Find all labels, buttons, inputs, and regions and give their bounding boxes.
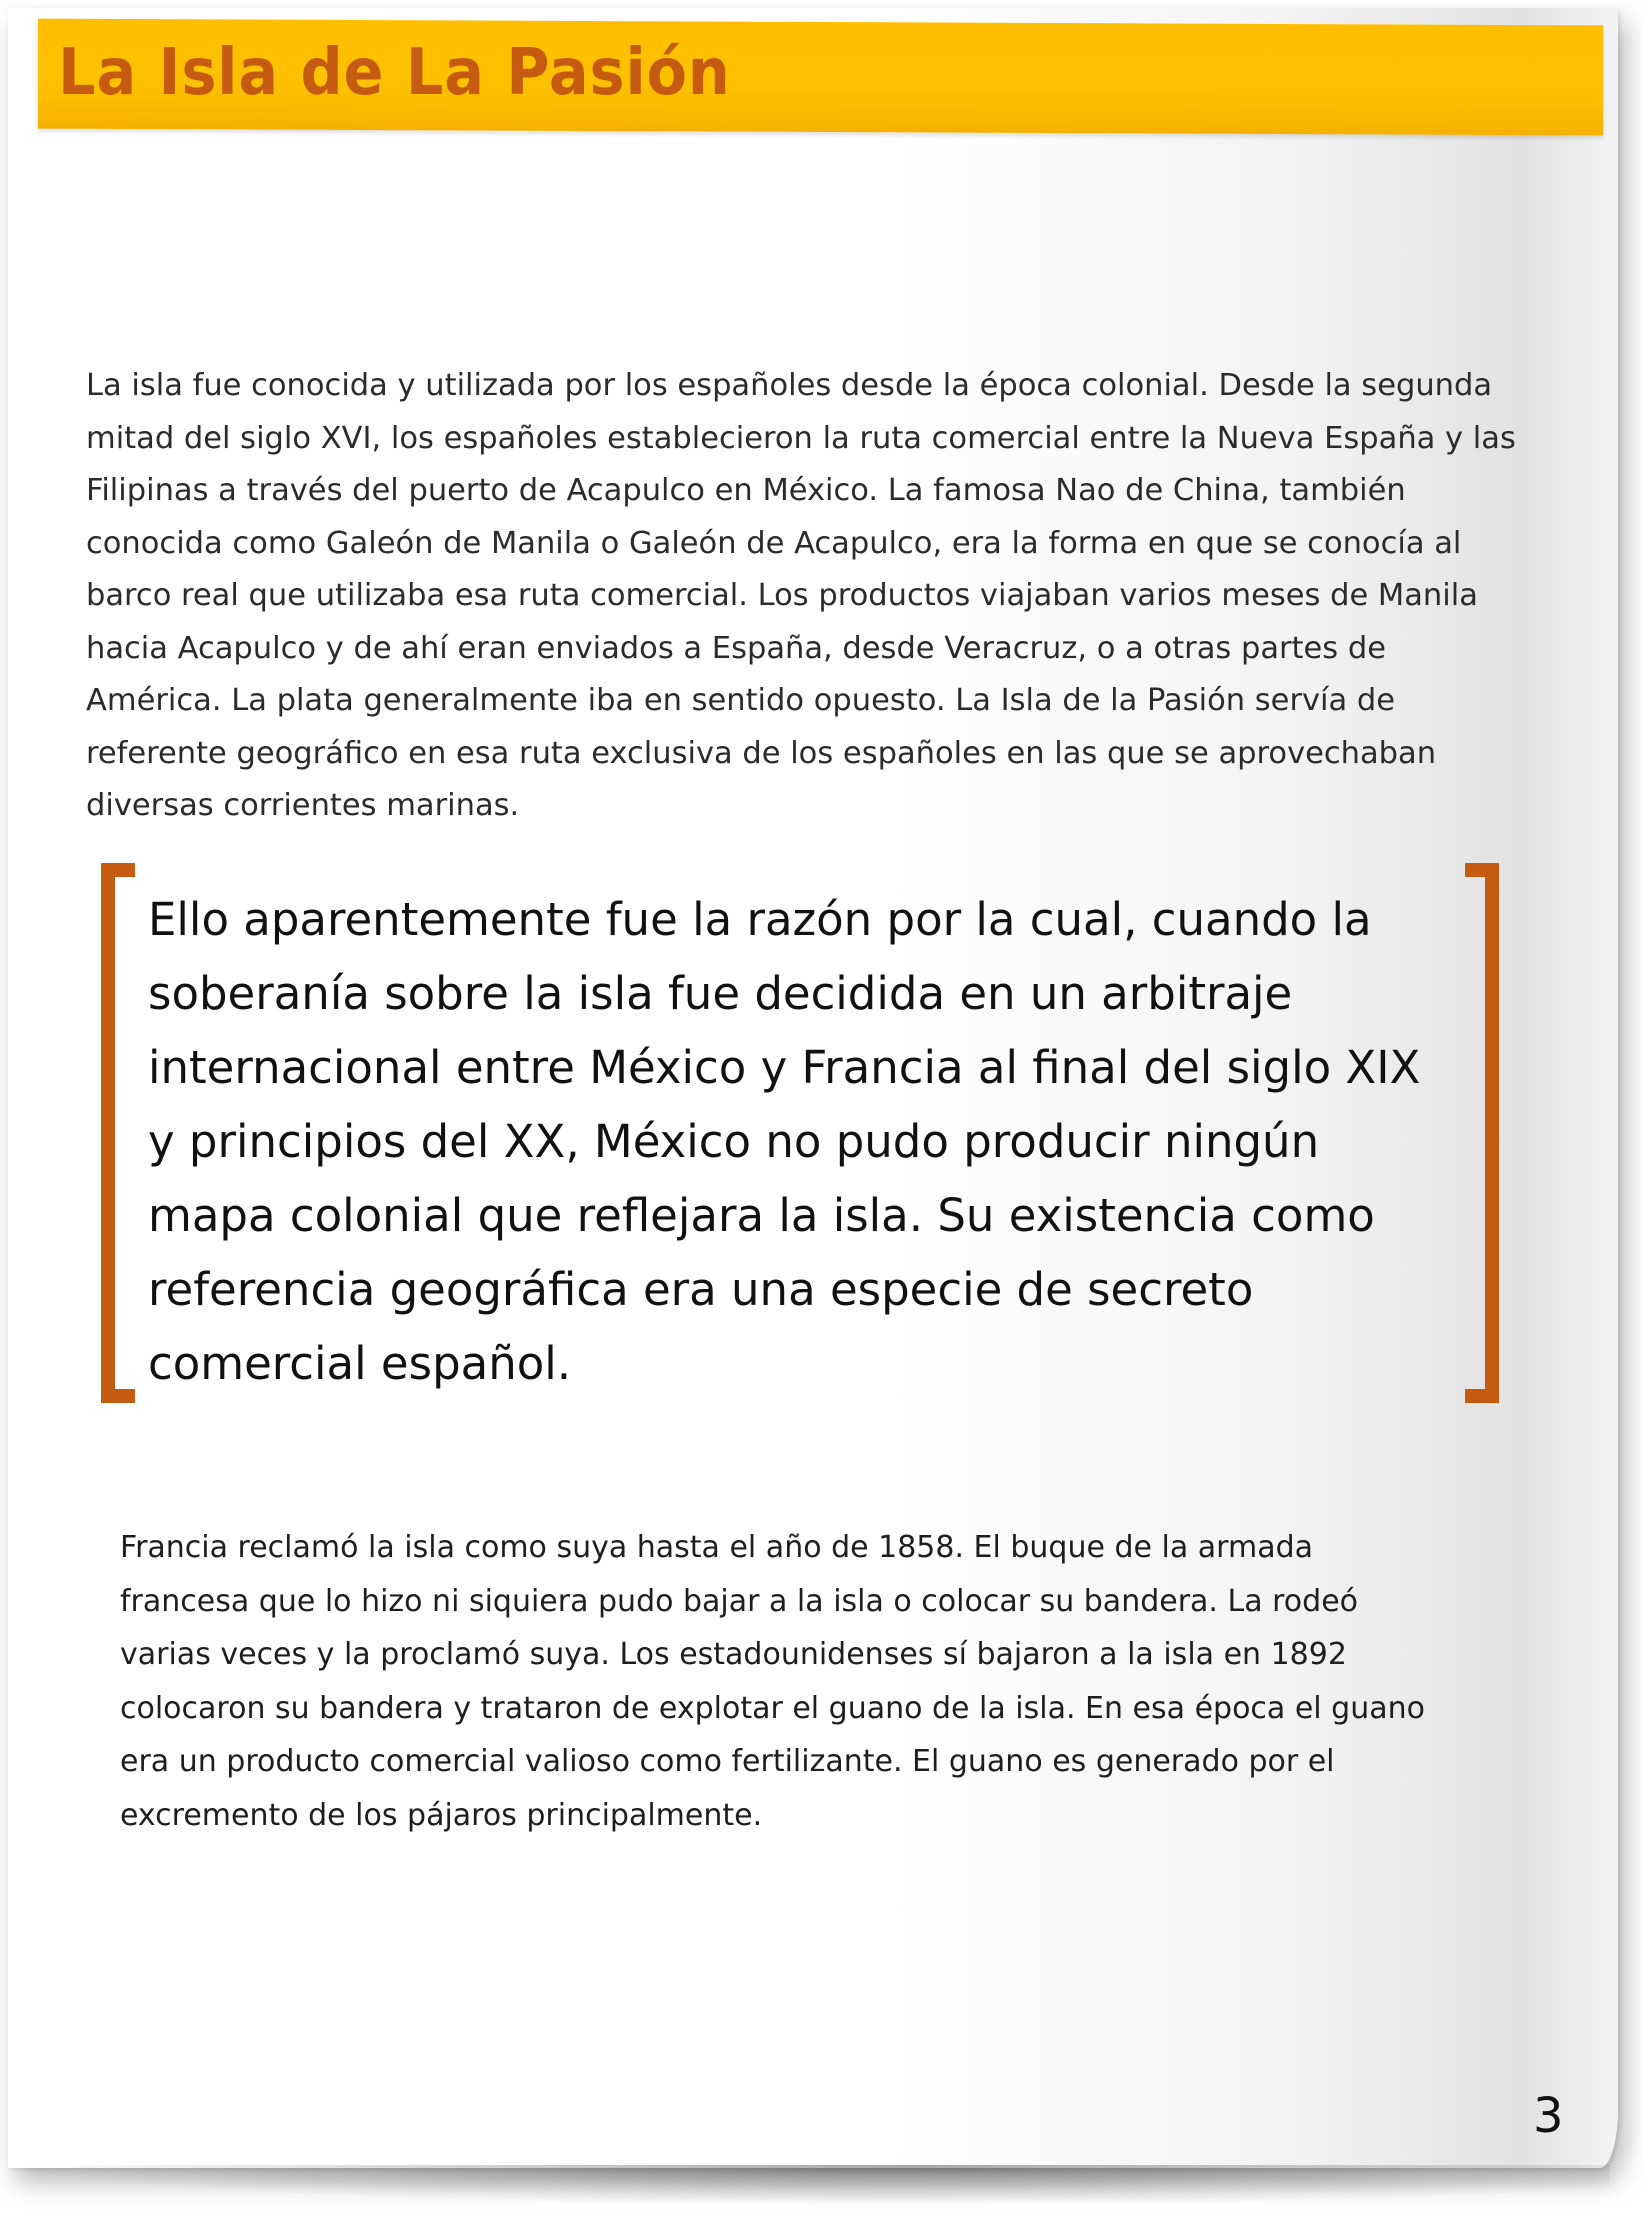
- page-title: La Isla de La Pasión: [58, 36, 731, 110]
- quote-bracket-right: [1465, 863, 1499, 1403]
- page-shadow: [30, 2165, 1610, 2205]
- pull-quote: Ello aparentemente fue la razón por la cual, cuando la soberanía sobre la isla fue decidida en un arbitraje internacional entre México y Francia al final del siglo XIX y principios del XX, México no pudo producir ningún mapa colonial que reflejara la isla. Su existencia como referencia geográfica era una especie de secreto comercial español.: [148, 893, 1421, 1390]
- body-paragraph-2: Francia reclamó la isla como suya hasta el año de 1858. El buque de la armada francesa que lo hizo ni siquiera pudo bajar a la isla o colocar su bandera. La rodeó varias veces y la proclamó suya. Los estadounidenses sí bajaron a la isla en 1892 colocaron su bandera y trataron de explotar el guano de la isla. En esa época el guano era un producto comercial valioso como fertilizante. El guano es generado por el excremento de los pájaros principalmente.: [120, 1530, 1425, 1833]
- document-page: [8, 8, 1618, 2168]
- page-number: 3: [1533, 2088, 1564, 2144]
- body-paragraph-1: La isla fue conocida y utilizada por los españoles desde la época colonial. Desde la segunda mitad del siglo XVI, los españoles establecieron la ruta comercial entre la Nueva España y las Filipinas a través del puerto de Acapulco en México. La famosa Nao de China, también conocida como Galeón de Manila o Galeón de Acapulco, era la forma en que se conocía al barco real que utilizaba esa ruta comercial. Los productos viajaban varios meses de Manila hacia Acapulco y de ahí eran enviados a España, desde Veracruz, o a otras partes de América. La plata generalmente iba en sentido opuesto. La Isla de la Pasión servía de referente geográfico en esa ruta exclusiva de los españoles en las que se aprovechaban diversas corrientes marinas.: [86, 368, 1516, 823]
- quote-bracket-left: [101, 863, 135, 1403]
